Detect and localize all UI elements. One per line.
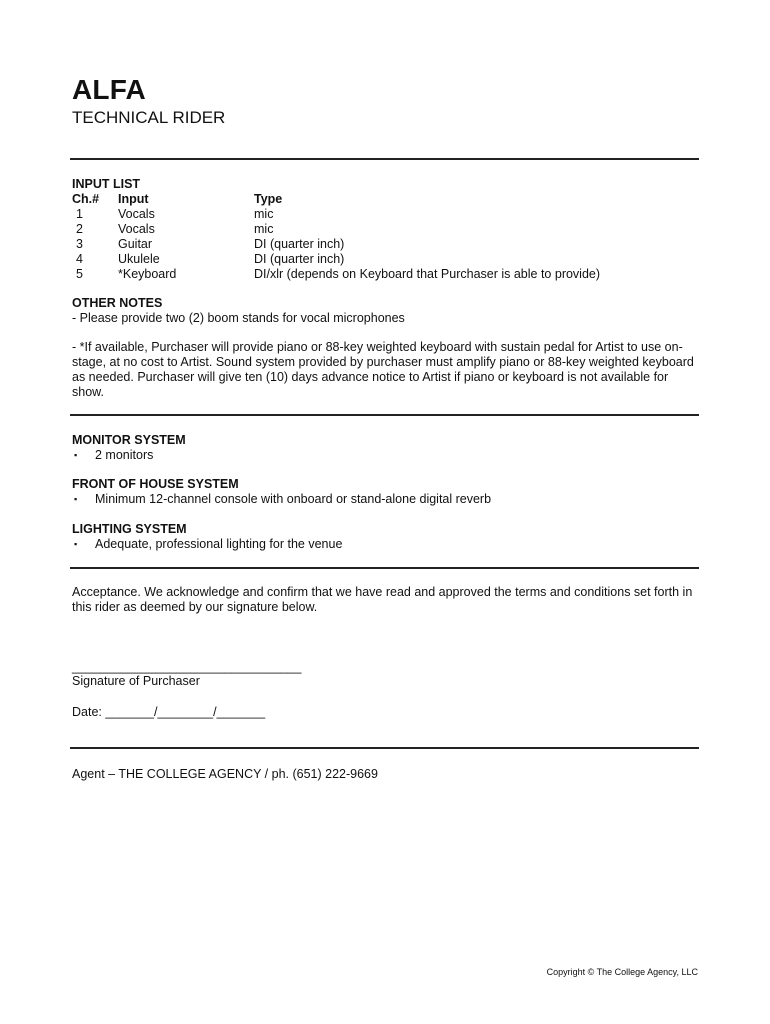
signature-line: _________________________________ (72, 660, 302, 674)
document-subtitle: TECHNICAL RIDER (72, 108, 226, 127)
row-4-type: DI (quarter inch) (254, 252, 345, 266)
copyright-footer: Copyright © The College Agency, LLC (546, 967, 698, 977)
lighting-system-heading: LIGHTING SYSTEM (72, 522, 187, 536)
input-list-heading: INPUT LIST (72, 177, 141, 191)
row-4-input: Ukulele (118, 252, 160, 266)
row-5-channel: 5 (76, 267, 83, 281)
divider-signature (70, 747, 699, 749)
bullet-icon: ▪ (74, 450, 78, 460)
foh-system-heading: FRONT OF HOUSE SYSTEM (72, 477, 239, 491)
monitor-system-heading: MONITOR SYSTEM (72, 433, 186, 447)
divider-notes (70, 414, 699, 416)
row-3-channel: 3 (76, 237, 83, 251)
lighting-system-item: Adequate, professional lighting for the venue (95, 537, 343, 551)
foh-system-item: Minimum 12-channel console with onboard or stand-alone digital reverb (95, 492, 492, 506)
band-name-title: ALFA (72, 74, 146, 105)
row-1-input: Vocals (118, 207, 155, 221)
row-2-type: mic (254, 222, 274, 236)
row-1-channel: 1 (76, 207, 83, 221)
column-header-channel: Ch.# (72, 192, 100, 206)
column-header-input: Input (118, 192, 149, 206)
signature-label: Signature of Purchaser (72, 674, 200, 688)
date-line: Date: _______/________/_______ (72, 705, 266, 719)
other-notes-heading: OTHER NOTES (72, 296, 163, 310)
row-5-input: *Keyboard (118, 267, 177, 281)
column-header-type: Type (254, 192, 283, 206)
bullet-icon: ▪ (74, 494, 78, 504)
agent-contact: Agent – THE COLLEGE AGENCY / ph. (651) 222-9669 (72, 767, 378, 781)
row-4-channel: 4 (76, 252, 83, 266)
acceptance-text: Acceptance. We acknowledge and confirm that we have read and approved the terms and conditions set forth in this rider as deemed by our signature below. (72, 585, 693, 614)
divider-systems (70, 567, 699, 569)
row-5-type: DI/xlr (depends on Keyboard that Purchaser is able to provide) (254, 267, 601, 281)
row-1-type: mic (254, 207, 274, 221)
other-note-keyboard: - *If available, Purchaser will provide piano or 88-key weighted keyboard with sustain pedal for Artist to use on-stage, at no cost to Artist. Sound system provided by purchaser must amplify piano or 88-key weighted keyboard as needed. Purchaser will give ten (10) days advance notice to Artist if piano or keyboard is not available for show. (72, 340, 694, 399)
row-2-channel: 2 (76, 222, 83, 236)
row-3-input: Guitar (118, 237, 153, 251)
monitor-system-item: 2 monitors (95, 448, 154, 462)
divider-top (70, 158, 699, 160)
other-note-boom-stands: - Please provide two (2) boom stands for vocal microphones (72, 311, 405, 325)
row-2-input: Vocals (118, 222, 155, 236)
row-3-type: DI (quarter inch) (254, 237, 345, 251)
bullet-icon: ▪ (74, 539, 78, 549)
